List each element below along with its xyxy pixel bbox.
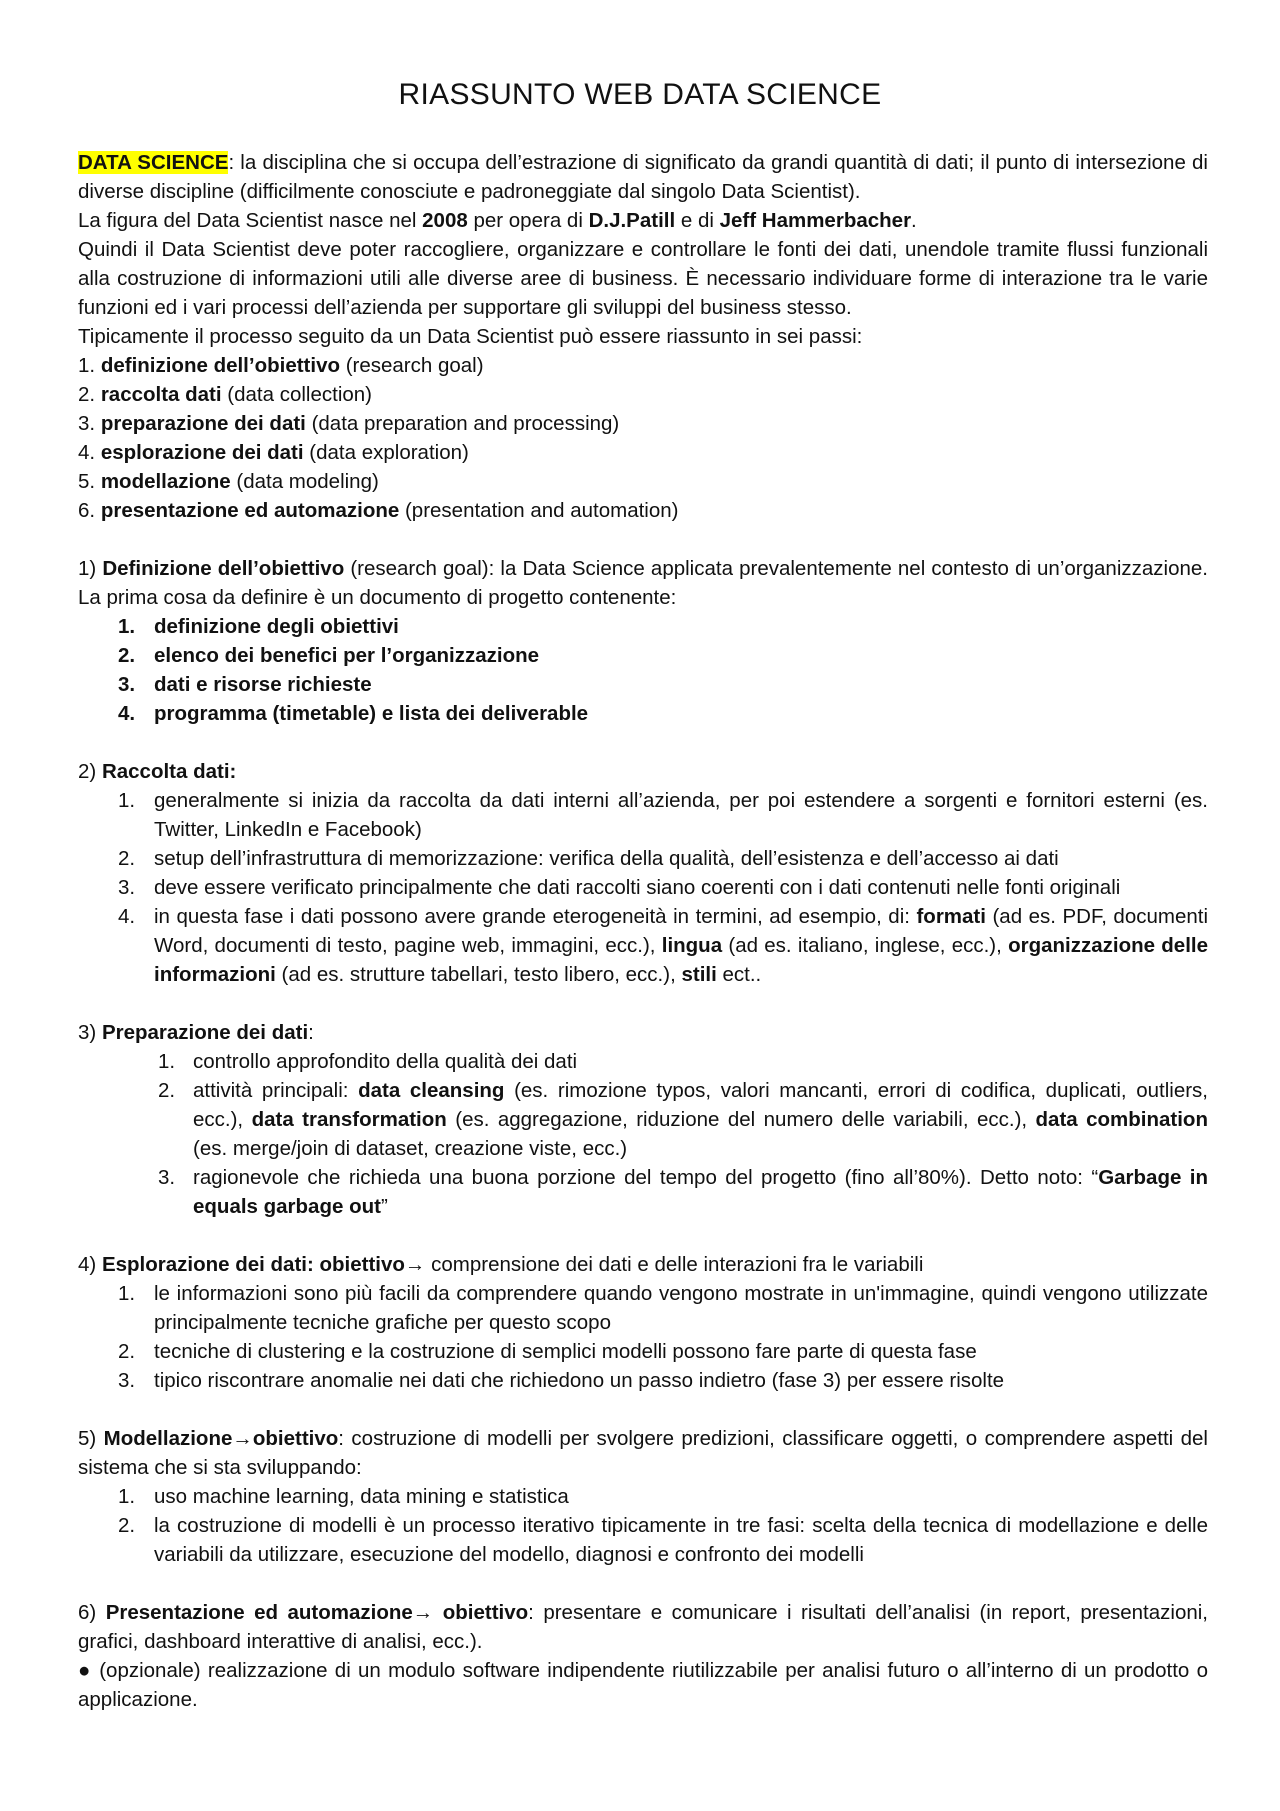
list-item: 2. setup dell’infrastruttura di memorizzazione: verifica della qualità, dell’esistenza e dell’accesso ai dati — [118, 847, 1059, 870]
list-item: 2. attività principali: data cleansing (es. rimozione typos, valori mancanti, errori di codifica, duplicati, outliers, ecc.), data transformation (es. aggregazione, riduzione del numero delle variabili, ecc.), data combination (es. merge/join di dataset, creazione viste, ecc.) — [158, 1079, 1208, 1160]
document-body — [78, 148, 1208, 1714]
list-item: 3. ragionevole che richieda una buona porzione del tempo del progetto (fino all’80%). Detto noto: “Garbage in equals garbage out” — [158, 1166, 1208, 1218]
bullet-icon: ● — [78, 1659, 92, 1682]
list-item: 1. controllo approfondito della qualità dei dati — [158, 1050, 578, 1073]
section-3-heading: 3) Preparazione dei dati: — [78, 1021, 314, 1044]
arrow-icon: → — [232, 1427, 253, 1450]
list-item: 3. deve essere verificato principalmente che dati raccolti siano coerenti con i dati contenuti nelle fonti originali — [118, 876, 1121, 899]
section-6-intro: 6) Presentazione ed automazione→ obiettivo: presentare e comunicare i risultati dell’analisi (in report, presentazioni, grafici, dashboard interattive di analisi, ecc.). — [78, 1601, 1209, 1653]
list-item: 3. tipico riscontrare anomalie nei dati che richiedono un passo indietro (fase 3) per essere risolte — [118, 1369, 1005, 1392]
section-5-list — [78, 1482, 1208, 1569]
step-item: 1. definizione dell’obiettivo (research goal) — [78, 354, 484, 377]
section-3-list — [78, 1047, 1208, 1221]
intro-birth: La figura del Data Scientist nasce nel 2008 per opera di D.J.Patill e di Jeff Hammerbacher. — [78, 209, 917, 232]
section-1-heading: Definizione dell’obiettivo — [102, 557, 345, 580]
list-item: 4. in questa fase i dati possono avere grande eterogeneità in termini, ad esempio, di: formati (ad es. PDF, documenti Word, documenti di testo, pagine web, immagini, ecc.), lingua (ad es. italiano, inglese, ecc.), organizzazione delle informazioni (ad es. strutture tabellari, testo libero, ecc.), stili ect.. — [118, 905, 1208, 986]
list-item: 1. uso machine learning, data mining e statistica — [118, 1485, 569, 1508]
section-1-list — [78, 612, 1208, 728]
section-2-list — [78, 786, 1208, 989]
list-item: 1. le informazioni sono più facili da comprendere quando vengono mostrate in un'immagine, quindi vengono utilizzate principalmente tecniche grafiche per questo scopo — [118, 1282, 1208, 1334]
step-item: 2. raccolta dati (data collection) — [78, 383, 373, 406]
arrow-icon: → — [404, 1253, 426, 1276]
highlighted-term: DATA SCIENCE — [78, 151, 229, 174]
list-item: 1. generalmente si inizia da raccolta da dati interni all’azienda, per poi estendere a sorgenti e fornitori esterni (es. Twitter, LinkedIn e Facebook) — [118, 789, 1208, 841]
steps-list — [78, 351, 1208, 525]
section-5-intro: 5) Modellazione→obiettivo: costruzione di modelli per svolgere predizioni, classificare oggetti, o comprendere aspetti del sistema che si sta sviluppando: — [78, 1427, 1208, 1479]
step-item: 4. esplorazione dei dati (data exploration) — [78, 441, 469, 464]
list-item: 4. programma (timetable) e lista dei deliverable — [118, 702, 589, 725]
list-item: 1. definizione degli obiettivi — [118, 615, 399, 638]
document-title: RIASSUNTO WEB DATA SCIENCE — [398, 78, 882, 111]
intro-definition: DATA SCIENCE: la disciplina che si occupa dell’estrazione di significato da grandi quantità di dati; il punto di intersezione di diverse discipline (difficilmente conosciute e padroneggiate dal singolo Data Scientist). — [78, 151, 1208, 203]
section-6-bullet: ● (opzionale) realizzazione di un modulo software indipendente riutilizzabile per analisi futuro o all’interno di un prodotto o applicazione. — [78, 1659, 1208, 1711]
section-4-heading: 4) Esplorazione dei dati: obiettivo→ comprensione dei dati e delle interazioni fra le variabili — [78, 1253, 924, 1276]
step-item: 6. presentazione ed automazione (presentation and automation) — [78, 499, 679, 522]
list-item: 2. tecniche di clustering e la costruzione di semplici modelli possono fare parte di questa fase — [118, 1340, 977, 1363]
section-1-intro: 1) Definizione dell’obiettivo (research goal): la Data Science applicata prevalentemente nel contesto di un’organizzazione. La prima cosa da definire è un documento di progetto contenente: — [78, 557, 1208, 609]
intro-steps-lead: Tipicamente il processo seguito da un Data Scientist può essere riassunto in sei passi: — [78, 325, 863, 348]
section-4-list — [78, 1279, 1208, 1395]
section-2-heading: 2) Raccolta dati: — [78, 760, 237, 783]
step-item: 5. modellazione (data modeling) — [78, 470, 379, 493]
intro-paragraph: Quindi il Data Scientist deve poter raccogliere, organizzare e controllare le fonti dei dati, unendole tramite flussi funzionali alla costruzione di informazioni utili alle diverse aree di business. È necessario individuare forme di interazione tra le varie funzioni ed i vari processi dell’azienda per supportare gli sviluppi del business stesso. — [78, 238, 1208, 319]
list-item: 3. dati e risorse richieste — [118, 673, 372, 696]
step-item: 3. preparazione dei dati (data preparation and processing) — [78, 412, 620, 435]
list-item: 2. la costruzione di modelli è un processo iterativo tipicamente in tre fasi: scelta della tecnica di modellazione e delle variabili da utilizzare, esecuzione del modello, diagnosi e confronto dei modelli — [118, 1514, 1208, 1566]
arrow-icon: → — [412, 1601, 434, 1624]
list-item: 2. elenco dei benefici per l’organizzazione — [118, 644, 540, 667]
